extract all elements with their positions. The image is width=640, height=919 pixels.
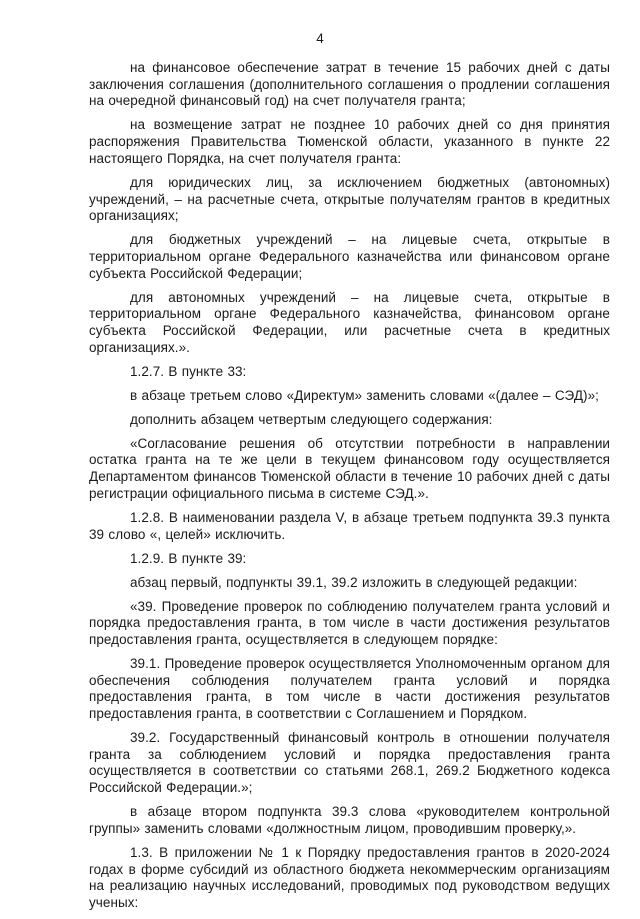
paragraph-15: 39.2. Государственный финансовый контроль в отношении получателя гранта за соблюдением условий и порядка предоставления гранта осуществляется в соответствии со статьями 268.1, 269.2 Бюджетного кодекса Российской Федерации.»; (89, 730, 610, 796)
paragraph-2: на возмещение затрат не позднее 10 рабочих дней со дня принятия распоряжения Правительства Тюменской области, указанного в пункте 22 настоящего Порядка, на счет получателя гранта: (89, 117, 610, 166)
paragraph-10: 1.2.8. В наименовании раздела V, в абзаце третьем подпункта 39.3 пункта 39 слово «, целей» исключить. (89, 509, 610, 542)
paragraph-7: в абзаце третьем слово «Директум» заменить словами «(далее – СЭД)»; (130, 387, 599, 403)
page-number: 4 (316, 31, 324, 46)
paragraph-14: 39.1. Проведение проверок осуществляется Уполномоченным органом для обеспечения соблюдения получателем гранта условий и порядка предоставления гранта, в том числе в части достижения результатов предоставления гранта, в соответствии с Соглашением и Порядком. (89, 655, 610, 722)
paragraph-9: «Согласование решения об отсутствии потребности в направлении остатка гранта на те же цели в текущем финансовом году осуществляется Департаментом финансов Тюменской области в течение 10 рабочих дней с даты регистрации официального письма в системе СЭД.». (89, 435, 610, 501)
paragraph-16: в абзаце втором подпункта 39.3 слова «руководителем контрольной группы» заменить словами «должностным лицом, проводившим проверку,». (89, 804, 610, 836)
paragraph-4: для бюджетных учреждений – на лицевые счета, открытые в территориальном органе Федерального казначейства или финансовом органе субъекта Российской Федерации; (89, 232, 610, 281)
paragraph-11: 1.2.9. В пункте 39: (130, 550, 247, 566)
paragraph-3: для юридических лиц, за исключением бюджетных (автономных) учреждений, – на расчетные счета, открытые получателям грантов в кредитных организациях; (89, 174, 610, 224)
paragraph-12: абзац первый, подпункты 39.1, 39.2 изложить в следующей редакции: (130, 574, 578, 590)
paragraph-6: 1.2.7. В пункте 33: (130, 363, 247, 379)
paragraph-13: «39. Проведение проверок по соблюдению получателем гранта условий и порядка предоставления гранта, в том числе в части достижения результатов предоставления гранта, осуществляется в следующем порядке: (89, 598, 610, 647)
document-body (89, 60, 610, 919)
paragraph-17: 1.3. В приложении № 1 к Порядку предоставления грантов в 2020-2024 годах в форме субсидий из областного бюджета некоммерческим организациям на реализацию научных исследований, проводимых под руководством ведущих ученых: (89, 844, 610, 910)
paragraph-5: для автономных учреждений – на лицевые счета, открытые в территориальном органе Федерального казначейства, финансовом органе субъекта Российской Федерации, или расчетные счета в кредитных организациях.». (89, 289, 610, 355)
paragraph-1: на финансовое обеспечение затрат в течение 15 рабочих дней с даты заключения соглашения (дополнительного соглашения о продлении соглашения на очередной финансовый год) на счет получателя гранта; (89, 60, 610, 109)
paragraph-8: дополнить абзацем четвертым следующего содержания: (130, 411, 493, 427)
